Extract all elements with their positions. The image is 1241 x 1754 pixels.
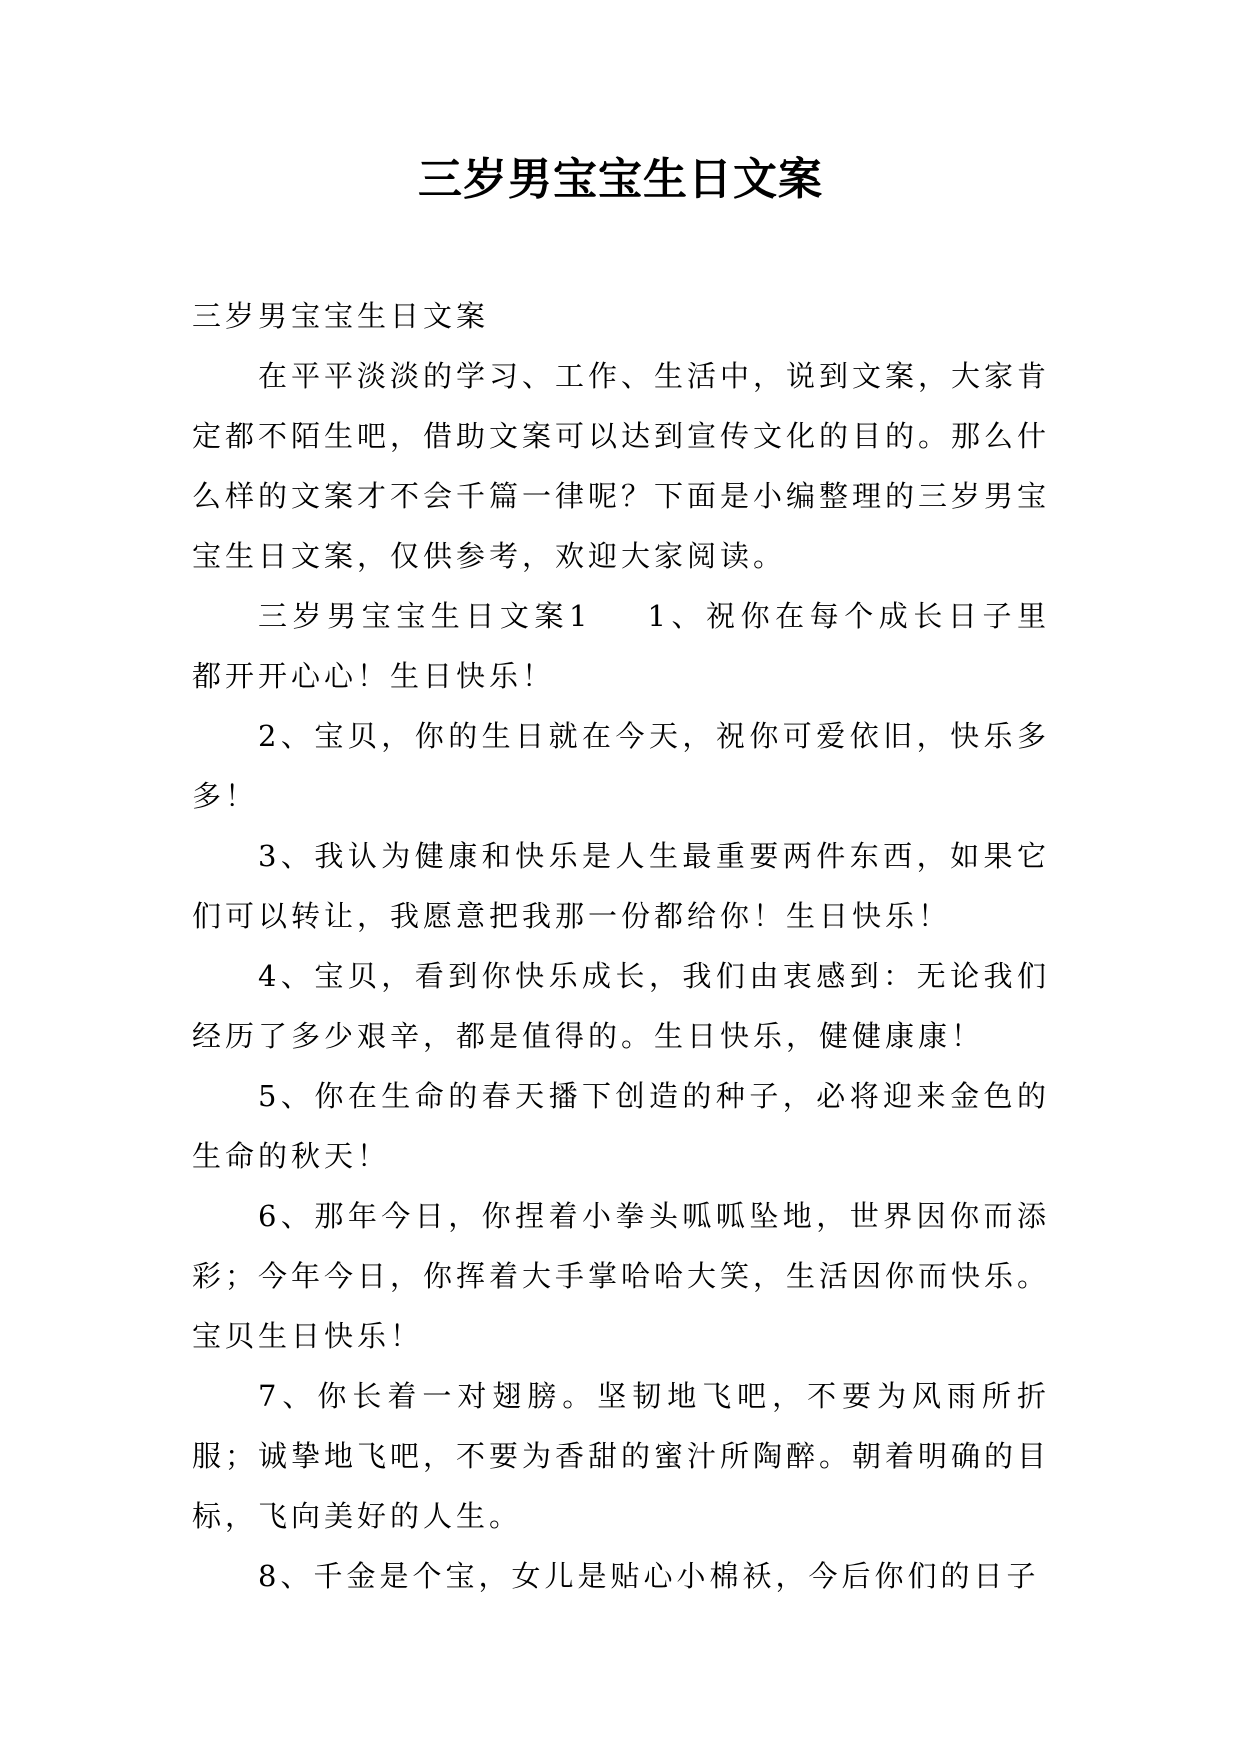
list-item: 5、你在生命的春天播下创造的种子，必将迎来金色的生命的秋天！ xyxy=(192,1079,1050,1173)
list-item: 3、我认为健康和快乐是人生最重要两件东西，如果它们可以转让，我愿意把我那一份都给你！生日快乐！ xyxy=(192,839,1050,933)
document-subtitle: 三岁男宝宝生日文案 xyxy=(192,299,490,333)
list-item: 4、宝贝，看到你快乐成长，我们由衷感到：无论我们经历了多少艰辛，都是值得的。生日快乐，健健康康！ xyxy=(192,959,1050,1053)
list-item: 1、祝你在每个成长日子里都开开心心！生日快乐！ xyxy=(192,599,1051,693)
list-item: 2、宝贝，你的生日就在今天，祝你可爱依旧，快乐多多！ xyxy=(192,719,1050,813)
section-heading: 三岁男宝宝生日文案1 xyxy=(258,599,592,633)
section-paragraph xyxy=(192,586,1050,706)
document-body xyxy=(192,286,1050,1606)
list-item: 6、那年今日，你捏着小拳头呱呱坠地，世界因你而添彩；今年今日，你挥着大手掌哈哈大笑，生活因你而快乐。宝贝生日快乐！ xyxy=(192,1199,1051,1353)
list-item: 8、千金是个宝，女儿是贴心小棉袄，今后你们的日子 xyxy=(258,1559,1040,1593)
intro-paragraph: 在平平淡淡的学习、工作、生活中，说到文案，大家肯定都不陌生吧，借助文案可以达到宣传文化的目的。那么什么样的文案才不会千篇一律呢？下面是小编整理的三岁男宝宝生日文案，仅供参考，欢迎大家阅读。 xyxy=(192,359,1051,573)
list-item: 7、你长着一对翅膀。坚韧地飞吧，不要为风雨所折服；诚挚地飞吧，不要为香甜的蜜汁所陶醉。朝着明确的目标，飞向美好的人生。 xyxy=(192,1379,1051,1533)
document-title: 三岁男宝宝生日文案 xyxy=(418,154,823,205)
